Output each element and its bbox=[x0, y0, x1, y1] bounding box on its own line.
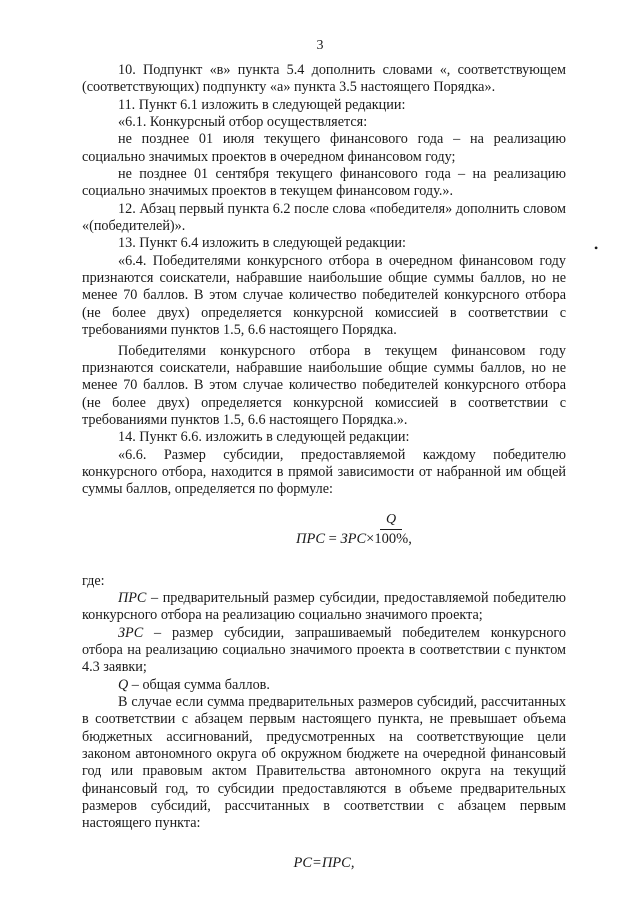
document-body bbox=[82, 62, 566, 872]
definition-symbol: ПРС bbox=[118, 589, 147, 606]
formula-tail: , bbox=[408, 530, 412, 547]
formula-lhs: ПРС bbox=[296, 530, 325, 547]
page-number: 3 bbox=[316, 38, 324, 53]
paragraph: В случае если сумма предварительных размеров субсидий, рассчитанных в соответствии с абзацем первым настоящего пункта, не превышает объема бюджетных ассигнований, предусмотренных на соответствующие цели законом автономного округа об окружном бюджете на очередной финансовый год или правовым актом Правительства автономного округа на текущий финансовый год, то субсидии предоставляются в объеме предварительных размеров субсидий, рассчитанных в соответствии с абзацем первым настоящего пункта: bbox=[82, 694, 566, 832]
definition bbox=[82, 677, 566, 694]
paragraph: Победителями конкурсного отбора в текущем финансовом году признаются соискатели, набравшие наибольшие общие суммы баллов, но не менее 70 баллов. В этом случае количество победителей конкурсного отбора (не более двух) определяется конкурсной комиссией в соответствии с требованиями пунктов 1.5, 6.6 настоящего Порядка.». bbox=[82, 342, 566, 428]
formula-equals: = bbox=[325, 530, 341, 547]
where-label: где: bbox=[82, 572, 105, 589]
formula-times: × bbox=[366, 530, 375, 547]
definition bbox=[82, 625, 566, 677]
paragraph: 13. Пункт 6.4 изложить в следующей редакции: bbox=[118, 235, 406, 252]
subsidy-formula bbox=[82, 509, 566, 561]
stray-mark: • bbox=[594, 241, 599, 255]
fraction-bar bbox=[380, 529, 402, 530]
formula-expression bbox=[296, 531, 412, 548]
paragraph: «6.4. Победителями конкурсного отбора в очередном финансовом году признаются соискатели, набравшие наибольшие общие суммы баллов, но не менее 70 баллов. В этом случае количество победителей конкурсного отбора (не более двух) определяется конкурсной комиссией в соответствии с требованиями пунктов 1.5, 6.6 настоящего Порядка. bbox=[82, 252, 566, 339]
formula-numerator: Q bbox=[386, 511, 397, 527]
paragraph: «6.6. Размер субсидии, предоставляемой каждому победителю конкурсного отбора, находится в прямой зависимости от набранной им общей суммы баллов, определяется по формуле: bbox=[82, 446, 566, 498]
formula-denominator: 100% bbox=[374, 530, 409, 547]
definition bbox=[82, 590, 566, 625]
definition-symbol: Q bbox=[118, 676, 129, 693]
paragraph: 14. Пункт 6.6. изложить в следующей редакции: bbox=[118, 429, 410, 446]
formula-term: ЗРС bbox=[340, 530, 367, 547]
paragraph: 10. Подпункт «в» пункта 5.4 дополнить словами «, соответствующем (соответствующих) подпункту «а» пункта 3.5 настоящего Порядка». bbox=[82, 62, 566, 96]
paragraph: «6.1. Конкурсный отбор осуществляется: bbox=[118, 114, 368, 131]
paragraph: не позднее 01 сентября текущего финансового года – на реализацию социально значимых проектов в текущем финансовом году.». bbox=[82, 166, 566, 200]
paragraph: 12. Абзац первый пункта 6.2 после слова «победителя» дополнить словом «(победителей)». bbox=[82, 200, 566, 235]
paragraph: не позднее 01 июля текущего финансового года – на реализацию социально значимых проектов в очередном финансовом году; bbox=[82, 131, 566, 165]
definition-text: – размер субсидии, запрашиваемый победителем конкурсного отбора на реализацию социально значимого проекта в соответствии с пунктом 4.3 заявки; bbox=[82, 624, 566, 676]
definition-text: – общая сумма баллов. bbox=[128, 676, 270, 693]
definition-symbol: ЗРС bbox=[118, 624, 144, 641]
definition-text: – предварительный размер субсидии, предоставляемой победителю конкурсного отбора на реализацию социально значимого проекта; bbox=[82, 589, 566, 624]
result-formula: РС=ПРС, bbox=[293, 854, 355, 871]
paragraph: 11. Пункт 6.1 изложить в следующей редакции: bbox=[118, 96, 406, 113]
